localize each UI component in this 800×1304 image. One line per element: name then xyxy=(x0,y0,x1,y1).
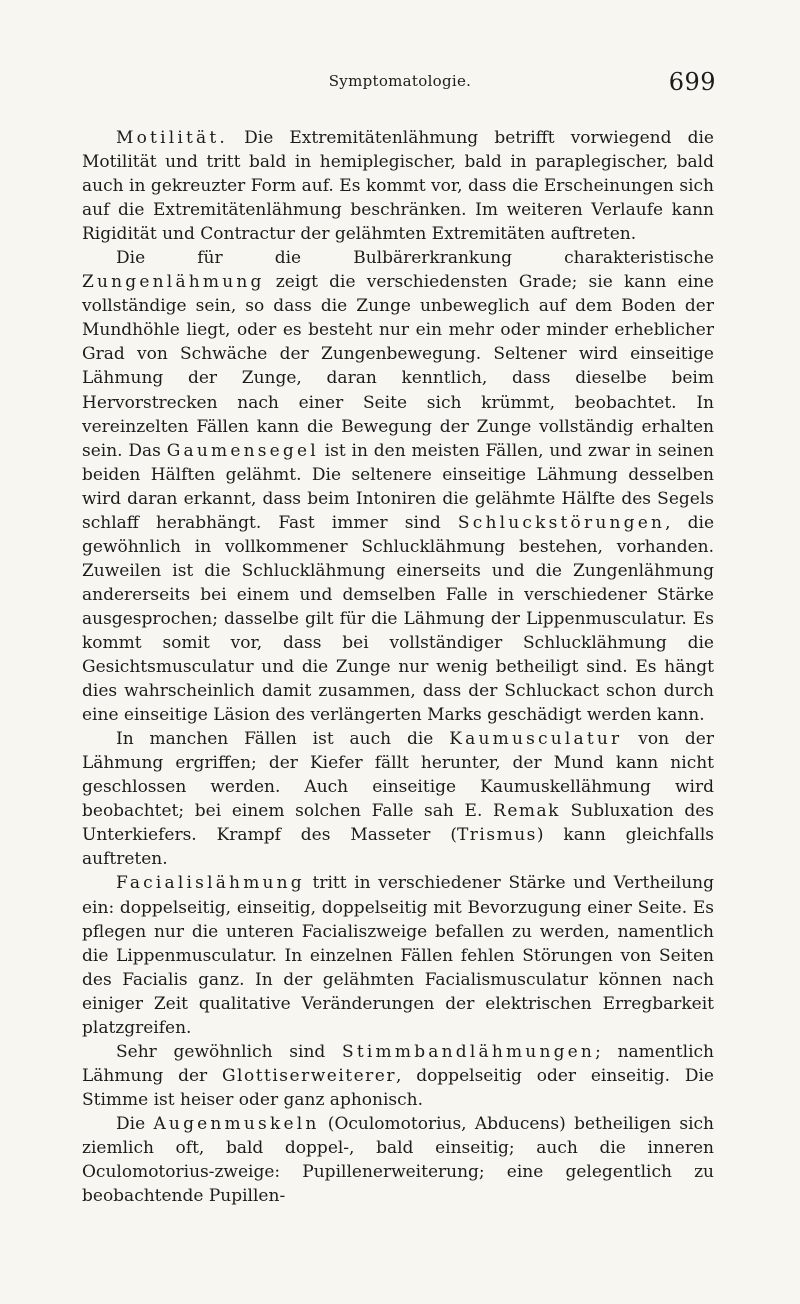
spaced-term: Kaumusculatur xyxy=(449,729,623,750)
text-run: Sehr gewöhnlich sind xyxy=(116,1041,343,1062)
text-run: , doppelseitig oder einseitig. Die Stimme ist heiser oder ganz aphonisch. xyxy=(82,1065,714,1110)
text-run: Die xyxy=(116,1113,154,1134)
text-run: (Oculomotorius, Abducens) betheiligen sich ziemlich oft, bald doppel-, bald einseitig; auch die inneren Oculomotorius-zweige: Pupillenerweiterung; eine gelegentlich zu beobachtende Pupillen- xyxy=(82,1113,714,1207)
body-text xyxy=(82,126,714,1208)
spaced-term: Augenmuskeln xyxy=(153,1113,320,1134)
spaced-term: Gaumensegel xyxy=(166,440,319,461)
text-run: , die gewöhnlich in vollkommener Schlucklähmung bestehen, vorhanden. Zuweilen ist die Schlucklähmung einerseits und die Zungenlähmung andererseits bei einem und demselben Falle in verschiedener Stärke ausgesprochen; dasselbe gilt für die Lähmung der Lippenmusculatur. Es kommt somit vor, dass bei vollständiger Schlucklähmung die Gesichtsmusculatur und die Zunge nur wenig betheiligt sind. Es hängt dies wahrscheinlich damit zusammen, dass der Schluckact schon durch eine einseitige Läsion des verlängerten Marks geschädigt werden kann. xyxy=(82,512,714,726)
spaced-term: Motilität. xyxy=(116,128,228,148)
paragraph xyxy=(82,126,714,246)
text-run: von der Lähmung ergriffen; der Kiefer fällt herunter, der Mund kann nicht geschlossen werden. Auch einseitige Kaumuskellähmung wird beobachtet; bei einem solchen Falle sah E. xyxy=(82,729,714,822)
page-number: 699 xyxy=(668,68,716,96)
paragraph xyxy=(82,246,714,727)
spaced-term: Stimmbandlähmungen xyxy=(342,1041,596,1062)
spaced-name: Trismus xyxy=(456,825,537,846)
text-run: ) kann gleichfalls auftreten. xyxy=(82,825,714,870)
text-run: Die für die Bulbärerkrankung charakteristische xyxy=(116,248,714,269)
paragraph xyxy=(82,871,714,1039)
text-run: Die Extremitätenlähmung betrifft vorwiegend die Motilität und tritt bald in hemiplegischer, bald in paraplegischer, bald auch in gekreuzter Form auf. Es kommt vor, dass die Erscheinungen sich auf die Extremitätenlähmung beschränken. Im weiteren Verlaufe kann Rigidität und Contractur der gelähmten Extremitäten auftreten. xyxy=(82,128,714,245)
spaced-name: Glottiserweiterer xyxy=(221,1065,396,1086)
spaced-name: Remak xyxy=(493,801,560,822)
running-head: Symptomatologie. xyxy=(328,72,472,90)
text-run: ; namentlich Lähmung der xyxy=(82,1041,714,1086)
text-run: tritt in verschiedener Stärke und Vertheilung ein: doppelseitig, einseitig, doppelseitig mit Bevorzugung einer Seite. Es pflegen nur die unteren Facialiszweige befallen zu werden, namentlich die Lippenmusculatur. In einzelnen Fällen fehlen Störungen von Seiten des Facialis ganz. In der gelähmten Facialismusculatur können nach einiger Zeit qualitative Veränderungen der elektrischen Erregbarkeit platzgreifen. xyxy=(82,873,714,1038)
paragraph xyxy=(82,1040,714,1112)
text-run: In manchen Fällen ist auch die xyxy=(116,729,450,750)
page-header xyxy=(80,70,720,100)
paragraph xyxy=(82,1112,714,1208)
spaced-term: Facialislähmung xyxy=(116,873,305,894)
text-run: Subluxation des Unterkiefers. Krampf des Masseter ( xyxy=(82,801,714,846)
paragraph xyxy=(82,727,714,871)
text-run: zeigt die verschiedensten Grade; sie kann eine vollständige sein, so dass die Zunge unbeweglich auf dem Boden der Mundhöhle liegt, oder es besteht nur ein mehr oder minder erheblicher Grad von Schwäche der Zungenbewegung. Seltener wird einseitige Lähmung der Zunge, daran kenntlich, dass dieselbe beim Hervorstrecken nach einer Seite sich krümmt, beobachtet. In vereinzelten Fällen kann die Bewegung der Zunge vollständig erhalten sein. Das xyxy=(82,272,714,461)
spaced-term: Schluckstörungen xyxy=(457,512,666,533)
spaced-term: Zungenlähmung xyxy=(82,272,265,293)
text-run: ist in den meisten Fällen, und zwar in seinen beiden Hälften gelähmt. Die seltenere einseitige Lähmung desselben wird daran erkannt, dass beim Intoniren die gelähmte Hälfte des Segels schlaff herabhängt. Fast immer sind xyxy=(82,440,715,533)
